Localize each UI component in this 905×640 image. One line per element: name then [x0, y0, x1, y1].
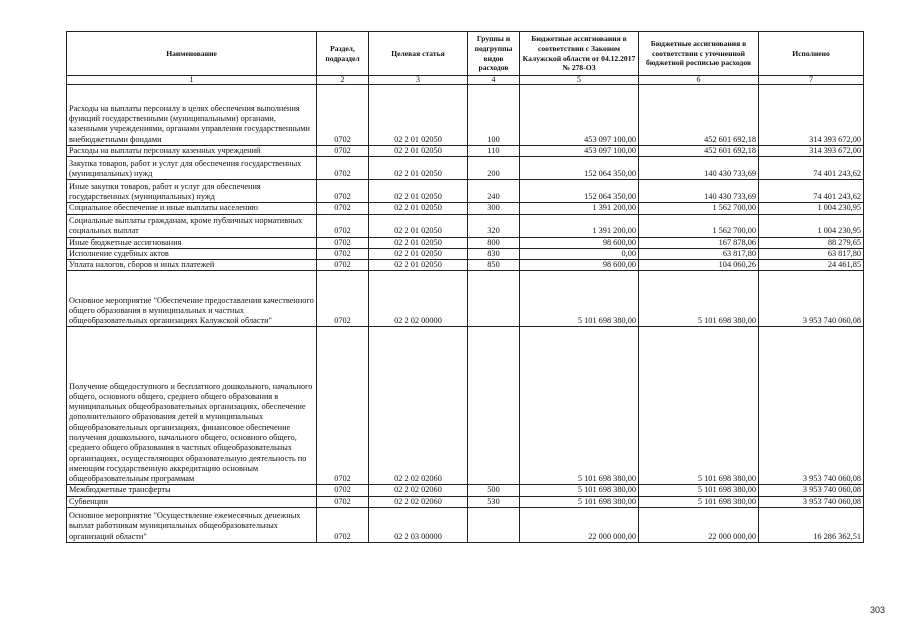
cell-group: 320	[468, 214, 520, 237]
cell-group: 500	[468, 485, 520, 496]
table-row	[67, 271, 864, 327]
header-law: Бюджетные ассигнования в соответствии с Законом Калужской области от 04.12.2017 № 278-ОЗ	[520, 32, 639, 76]
cell-refined: 1 562 700,00	[639, 203, 759, 214]
cell-group: 300	[468, 203, 520, 214]
cell-target: 02 2 01 02050	[369, 248, 468, 259]
cell-name: Социальное обеспечение и иные выплаты населению	[67, 203, 317, 214]
column-number: 7	[759, 76, 864, 85]
cell-executed: 3 953 740 060,08	[759, 327, 864, 485]
cell-section: 0702	[317, 85, 369, 146]
cell-section: 0702	[317, 157, 369, 180]
table-row	[67, 180, 864, 203]
cell-law: 152 064 350,00	[520, 157, 639, 180]
cell-name: Получение общедоступного и бесплатного дошкольного, начального общего, основного общего, среднего общего образования в муниципальных общеобразовательных организациях, обеспечение дополнительного образования детей в муниципальных общеобразовательных организациях, финансовое обеспечение получения дошкольного, начального общего, основного общего, среднего общего образования в частных общеобразовательных организациях, осуществляющих образовательную деятельность по имеющим государственную аккредитацию основным общеобразовательным программам	[67, 327, 317, 485]
cell-law: 98 600,00	[520, 260, 639, 271]
cell-target: 02 2 01 02050	[369, 157, 468, 180]
cell-law: 5 101 698 380,00	[520, 485, 639, 496]
cell-section: 0702	[317, 180, 369, 203]
cell-name: Закупка товаров, работ и услуг для обеспечения государственных (муниципальных) нужд	[67, 157, 317, 180]
cell-section: 0702	[317, 260, 369, 271]
budget-table	[66, 31, 864, 543]
cell-name: Уплата налогов, сборов и иных платежей	[67, 260, 317, 271]
cell-section: 0702	[317, 485, 369, 496]
cell-refined: 104 060,26	[639, 260, 759, 271]
cell-section: 0702	[317, 248, 369, 259]
cell-name: Основное мероприятие "Осуществление ежемесячных денежных выплат работникам муниципальных общеобразовательных организаций области"	[67, 508, 317, 543]
cell-target: 02 2 01 02050	[369, 146, 468, 157]
table-row	[67, 327, 864, 485]
cell-name: Социальные выплаты гражданам, кроме публичных нормативных социальных выплат	[67, 214, 317, 237]
cell-refined: 452 601 692,18	[639, 146, 759, 157]
cell-executed: 63 817,80	[759, 248, 864, 259]
cell-section: 0702	[317, 237, 369, 248]
cell-section: 0702	[317, 327, 369, 485]
cell-name: Расходы на выплаты персоналу казенных учреждений	[67, 146, 317, 157]
cell-executed: 88 279,65	[759, 237, 864, 248]
cell-refined: 5 101 698 380,00	[639, 271, 759, 327]
cell-group: 830	[468, 248, 520, 259]
cell-group: 110	[468, 146, 520, 157]
cell-target: 02 2 03 00000	[369, 508, 468, 543]
cell-law: 5 101 698 380,00	[520, 327, 639, 485]
cell-law: 5 101 698 380,00	[520, 271, 639, 327]
cell-target: 02 2 01 02050	[369, 237, 468, 248]
cell-section: 0702	[317, 203, 369, 214]
column-number: 1	[67, 76, 317, 85]
header-row	[67, 32, 864, 76]
table-row	[67, 508, 864, 543]
cell-executed: 24 461,85	[759, 260, 864, 271]
table-row	[67, 214, 864, 237]
header-refined: Бюджетные ассигнования в соответствии с уточненной бюджетной росписью расходов	[639, 32, 759, 76]
cell-target: 02 2 02 02060	[369, 327, 468, 485]
cell-group	[468, 271, 520, 327]
cell-group: 240	[468, 180, 520, 203]
cell-refined: 140 430 733,69	[639, 180, 759, 203]
cell-name: Субвенции	[67, 496, 317, 507]
table-row	[67, 260, 864, 271]
cell-law: 0,00	[520, 248, 639, 259]
header-name: Наименование	[67, 32, 317, 76]
cell-law: 98 600,00	[520, 237, 639, 248]
cell-refined: 5 101 698 380,00	[639, 496, 759, 507]
cell-name: Межбюджетные трансферты	[67, 485, 317, 496]
cell-executed: 1 004 230,95	[759, 203, 864, 214]
cell-refined: 452 601 692,18	[639, 85, 759, 146]
column-number: 4	[468, 76, 520, 85]
cell-group: 100	[468, 85, 520, 146]
cell-target: 02 2 02 02060	[369, 485, 468, 496]
cell-section: 0702	[317, 214, 369, 237]
cell-name: Основное мероприятие "Обеспечение предоставления качественного общего образования в муниципальных и частных общеобразовательных организациях Калужской области"	[67, 271, 317, 327]
cell-executed: 314 393 672,00	[759, 85, 864, 146]
header-target: Целевая статья	[369, 32, 468, 76]
cell-executed: 74 401 243,62	[759, 157, 864, 180]
cell-target: 02 2 01 02050	[369, 214, 468, 237]
cell-name: Расходы на выплаты персоналу в целях обеспечения выполнения функций государственными (муниципальными) органами, казенными учреждениями, органами управления государственными внебюджетными фондами	[67, 85, 317, 146]
column-number: 6	[639, 76, 759, 85]
cell-refined: 5 101 698 380,00	[639, 485, 759, 496]
header-group: Группы и подгруппы видов расходов	[468, 32, 520, 76]
cell-executed: 3 953 740 060,08	[759, 485, 864, 496]
cell-group: 530	[468, 496, 520, 507]
cell-executed: 74 401 243,62	[759, 180, 864, 203]
cell-executed: 314 393 672,00	[759, 146, 864, 157]
cell-executed: 1 004 230,95	[759, 214, 864, 237]
column-number: 2	[317, 76, 369, 85]
cell-law: 453 097 100,00	[520, 85, 639, 146]
cell-executed: 16 286 362,51	[759, 508, 864, 543]
table-row	[67, 157, 864, 180]
table-row	[67, 496, 864, 507]
cell-refined: 140 430 733,69	[639, 157, 759, 180]
cell-group: 800	[468, 237, 520, 248]
cell-group	[468, 327, 520, 485]
cell-executed: 3 953 740 060,08	[759, 496, 864, 507]
cell-section: 0702	[317, 508, 369, 543]
cell-section: 0702	[317, 271, 369, 327]
cell-refined: 22 000 000,00	[639, 508, 759, 543]
cell-target: 02 2 01 02050	[369, 180, 468, 203]
cell-target: 02 2 01 02050	[369, 203, 468, 214]
cell-section: 0702	[317, 496, 369, 507]
cell-group	[468, 508, 520, 543]
cell-law: 1 391 200,00	[520, 214, 639, 237]
table-row	[67, 146, 864, 157]
table-row	[67, 248, 864, 259]
cell-law: 453 097 100,00	[520, 146, 639, 157]
cell-target: 02 2 02 02060	[369, 496, 468, 507]
cell-refined: 5 101 698 380,00	[639, 327, 759, 485]
cell-group: 850	[468, 260, 520, 271]
table-row	[67, 485, 864, 496]
cell-executed: 3 953 740 060,08	[759, 271, 864, 327]
header-section: Раздел, подраздел	[317, 32, 369, 76]
cell-target: 02 2 01 02050	[369, 85, 468, 146]
cell-target: 02 2 01 02050	[369, 260, 468, 271]
cell-name: Исполнение судебных актов	[67, 248, 317, 259]
page-number: 303	[870, 605, 886, 615]
column-number-row	[67, 76, 864, 85]
column-number: 3	[369, 76, 468, 85]
cell-name: Иные бюджетные ассигнования	[67, 237, 317, 248]
table-row	[67, 203, 864, 214]
cell-law: 1 391 200,00	[520, 203, 639, 214]
cell-target: 02 2 02 00000	[369, 271, 468, 327]
cell-refined: 63 817,80	[639, 248, 759, 259]
cell-refined: 1 562 700,00	[639, 214, 759, 237]
cell-section: 0702	[317, 146, 369, 157]
cell-law: 5 101 698 380,00	[520, 496, 639, 507]
cell-name: Иные закупки товаров, работ и услуг для обеспечения государственных (муниципальных) нужд	[67, 180, 317, 203]
table-row	[67, 237, 864, 248]
header-executed: Исполнено	[759, 32, 864, 76]
column-number: 5	[520, 76, 639, 85]
cell-law: 152 064 350,00	[520, 180, 639, 203]
cell-law: 22 000 000,00	[520, 508, 639, 543]
table-row	[67, 85, 864, 146]
cell-group: 200	[468, 157, 520, 180]
cell-refined: 167 878,06	[639, 237, 759, 248]
